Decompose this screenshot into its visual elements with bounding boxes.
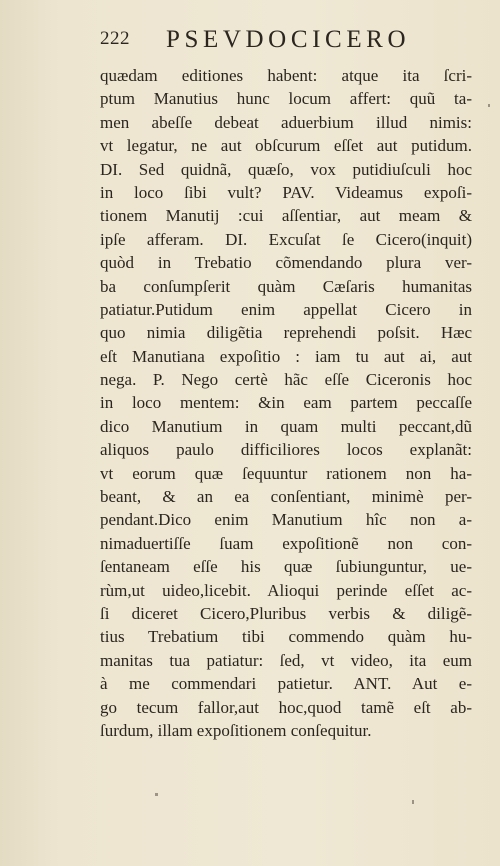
text-line: nimaduertiſſe ſuam expoſitionẽ non con-	[100, 533, 472, 553]
text-line: ipſe afferam. DI. Excuſat ſe Cicero(inquit)	[100, 229, 472, 249]
text-line: beant, & an ea conſentiant, minimè per-	[100, 487, 472, 507]
page-header	[100, 26, 460, 60]
text-line: go tecum fallor,aut hoc,quod tamẽ eſt ab-	[100, 697, 472, 717]
running-title: PSEVDOCICERO	[166, 26, 411, 53]
text-line: rùm,ut uideo,licebit. Alioqui perinde eſſet ac-	[100, 580, 472, 600]
text-line: vt eorum quæ ſequuntur rationem non ha-	[100, 463, 472, 483]
text-line: nega. P. Nego certè hãc eſſe Ciceronis hoc	[100, 370, 472, 390]
text-line: quo nimia diligẽtia reprehendi poſsit. Hæc	[100, 323, 472, 343]
text-line: men abeſſe debeat aduerbium illud nimis:	[100, 112, 472, 132]
text-line: ſentaneam eſſe his quæ ſubiunguntur, ue-	[100, 557, 472, 577]
margin-speck	[155, 793, 158, 796]
text-line: tius Trebatium tibi commendo quàm hu-	[100, 627, 472, 647]
text-line: ſurdum, illam expoſitionem conſequitur.	[100, 720, 372, 740]
text-line: ba conſumpſerit quàm Cæſaris humanitas	[100, 276, 472, 296]
text-line: eſt Manutiana expoſitio : iam tu aut ai, aut	[100, 346, 472, 366]
text-line: patiatur.Putidum enim appellat Cicero in	[100, 299, 472, 319]
page-number: 222	[100, 28, 130, 49]
margin-speck	[412, 800, 414, 804]
text-line: tionem Manutij :cui aſſentiar, aut meam &	[100, 206, 472, 226]
body-text	[100, 64, 480, 742]
text-line: ſi diceret Cicero,Pluribus verbis & diligẽ-	[100, 603, 472, 623]
text-line: manitas tua patiatur: ſed, vt video, ita eum	[100, 650, 472, 670]
text-line: DI. Sed quidnã, quæſo, vox putidiuſculi hoc	[100, 159, 472, 179]
text-line: in loco ſibi vult? PAV. Videamus expoſi-	[100, 182, 472, 202]
text-line: vt legatur, ne aut obſcurum eſſet aut putidum.	[100, 136, 472, 156]
margin-speck	[488, 104, 490, 107]
text-line: dico Manutium in quam multi peccant,dũ	[100, 416, 472, 436]
text-line: à me commendari patietur. ANT. Aut e-	[100, 674, 472, 694]
text-line: pendant.Dico enim Manutium hîc non a-	[100, 510, 472, 530]
text-line: quòd in Trebatio cõmendando plura ver-	[100, 253, 472, 273]
text-line: aliquos paulo difficiliores locos explanãt:	[100, 440, 472, 460]
text-line: quædam editiones habent: atque ita ſcri-	[100, 66, 472, 85]
text-line: in loco mentem: &in eam partem peccaſſe	[100, 393, 472, 413]
text-line: ptum Manutius hunc locum affert: quũ ta-	[100, 89, 472, 109]
